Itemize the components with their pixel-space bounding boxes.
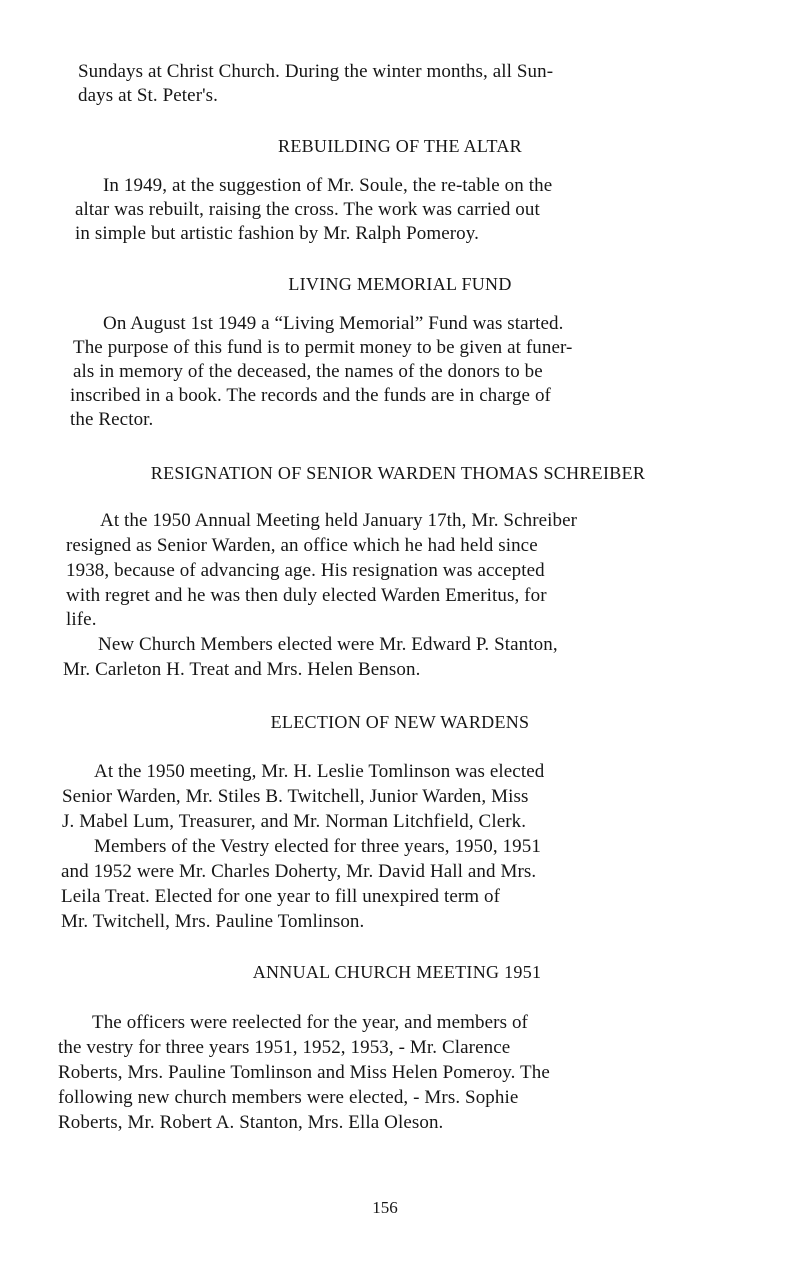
paragraph-line: Roberts, Mr. Robert A. Stanton, Mrs. Ella Oleson.	[58, 1112, 444, 1133]
paragraph-line: The officers were reelected for the year, and members of	[92, 1012, 528, 1033]
paragraph-line: On August 1st 1949 a “Living Memorial” Fund was started.	[103, 313, 564, 334]
paragraph-line: J. Mabel Lum, Treasurer, and Mr. Norman Litchfield, Clerk.	[62, 811, 527, 832]
paragraph-line: Leila Treat. Elected for one year to fill unexpired term of	[61, 886, 501, 907]
paragraph-line: At the 1950 meeting, Mr. H. Leslie Tomlinson was elected	[94, 761, 545, 782]
paragraph-line: Mr. Twitchell, Mrs. Pauline Tomlinson.	[61, 911, 365, 932]
paragraph-line: 1938, because of advancing age. His resignation was accepted	[66, 560, 545, 581]
paragraph-line: At the 1950 Annual Meeting held January 17th, Mr. Schreiber	[100, 510, 578, 531]
paragraph-line: and 1952 were Mr. Charles Doherty, Mr. David Hall and Mrs.	[61, 861, 537, 882]
paragraph-line: with regret and he was then duly elected Warden Emeritus, for	[66, 585, 547, 606]
paragraph-line: Members of the Vestry elected for three years, 1950, 1951	[94, 836, 541, 857]
paragraph-line: inscribed in a book. The records and the funds are in charge of	[70, 385, 551, 406]
intro-line: Sundays at Christ Church. During the winter months, all Sun-	[78, 61, 554, 82]
paragraph-line: Senior Warden, Mr. Stiles B. Twitchell, Junior Warden, Miss	[62, 786, 529, 807]
intro-line: days at St. Peter's.	[78, 85, 218, 106]
paragraph-line: in simple but artistic fashion by Mr. Ralph Pomeroy.	[75, 223, 479, 244]
paragraph-line: resigned as Senior Warden, an office which he had held since	[66, 535, 538, 556]
section-heading-annual-meeting-1951: ANNUAL CHURCH MEETING 1951	[252, 962, 542, 982]
paragraph-line: New Church Members elected were Mr. Edward P. Stanton,	[98, 634, 558, 655]
section-heading-resignation: RESIGNATION OF SENIOR WARDEN THOMAS SCHREIBER	[150, 463, 646, 483]
paragraph-line: als in memory of the deceased, the names of the donors to be	[73, 361, 543, 382]
section-heading-rebuilding-altar: REBUILDING OF THE ALTAR	[278, 136, 522, 156]
section-heading-living-memorial-fund: LIVING MEMORIAL FUND	[288, 274, 512, 294]
paragraph-line: Mr. Carleton H. Treat and Mrs. Helen Benson.	[63, 659, 421, 680]
paragraph-line: altar was rebuilt, raising the cross. The work was carried out	[75, 199, 540, 220]
paragraph-line: life.	[66, 609, 97, 630]
paragraph-line: following new church members were elected, - Mrs. Sophie	[58, 1087, 519, 1108]
paragraph-line: In 1949, at the suggestion of Mr. Soule, the re-table on the	[103, 175, 553, 196]
paragraph-line: The purpose of this fund is to permit money to be given at funer-	[73, 337, 573, 358]
paragraph-line: the vestry for three years 1951, 1952, 1953, - Mr. Clarence	[58, 1037, 511, 1058]
paragraph-line: the Rector.	[70, 409, 154, 430]
page-number: 156	[372, 1198, 398, 1217]
paragraph-line: Roberts, Mrs. Pauline Tomlinson and Miss Helen Pomeroy. The	[58, 1062, 550, 1083]
section-heading-election-wardens: ELECTION OF NEW WARDENS	[270, 712, 530, 732]
